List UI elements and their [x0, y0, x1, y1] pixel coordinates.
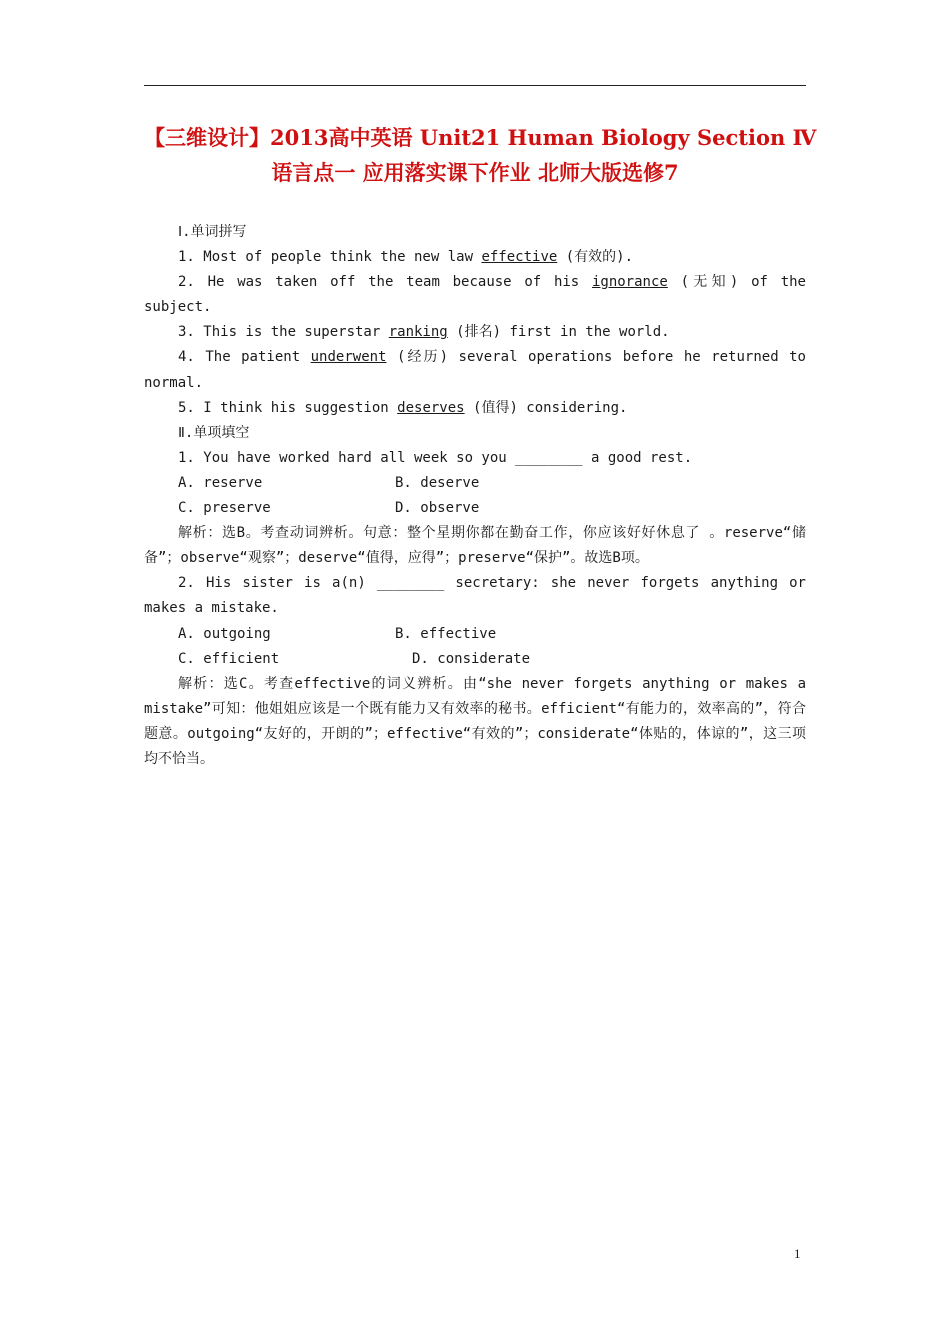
question-stem: 1. You have worked hard all week so you ________ a good rest.: [178, 449, 693, 466]
question-stem: 2. His sister is a(n) ________ secretary: she never forgets anything or makes a mistake.: [144, 575, 806, 617]
page-number: 1: [794, 1246, 801, 1261]
option-d: D. observe: [395, 500, 480, 517]
vocab-item: 4. The patient underwent (经历) several operations before he returned to normal.: [144, 349, 806, 391]
answer-analysis: 解析：选C。考查effective的词义辨析。由“she never forgets anything or makes a mistake”可知：他姐姐应该是一个既有能力又有效率的秘书。efficient“有能力的，效率高的”，符合题意。outgoing“友好的，开朗的”；effective“有效的”；considerate“体贴的，体谅的”，这三项均不恰当。: [144, 675, 806, 767]
vocab-item: 2. He was taken off the team because of his ignorance (无知) of the subject.: [144, 274, 806, 316]
vocab-item: 1. Most of people think the new law effective (有效的).: [178, 249, 634, 266]
option-c: C. efficient: [178, 650, 280, 667]
options-row: [144, 496, 806, 521]
option-a: A. reserve: [178, 474, 263, 491]
vocab-answer: underwent: [310, 349, 387, 366]
section1-heading: Ⅰ.单词拼写: [178, 224, 247, 240]
option-c: C. preserve: [178, 500, 271, 517]
vocab-answer: effective: [481, 249, 558, 266]
option-b: B. deserve: [395, 474, 480, 491]
option-b: B. effective: [395, 625, 497, 642]
options-row: [144, 471, 806, 496]
document-title-line2: 语言点一 应用落实课下作业 北师大版选修7: [271, 160, 679, 185]
options-row: [144, 647, 806, 672]
option-a: A. outgoing: [178, 625, 271, 642]
vocab-answer: deserves: [397, 399, 465, 416]
vocab-item: 5. I think his suggestion deserves (值得) considering.: [178, 399, 628, 416]
vocab-answer: ignorance: [591, 274, 668, 291]
vocab-item: 3. This is the superstar ranking (排名) first in the world.: [178, 324, 670, 341]
document-body: [144, 220, 806, 772]
option-d: D. considerate: [412, 650, 531, 667]
header-rule: [144, 85, 806, 86]
section2-heading: Ⅱ.单项填空: [178, 424, 250, 441]
document-title-line1: 【三维设计】2013高中英语 Unit21 Human Biology Section Ⅳ: [144, 125, 817, 150]
options-row: [144, 622, 806, 647]
answer-analysis: 解析：选B。考查动词辨析。句意：整个星期你都在勤奋工作，你应该好好休息了 。reserve“储备”；observe“观察”；deserve“值得，应得”；preserve“保护”。故选B项。: [144, 525, 806, 567]
vocab-answer: ranking: [388, 324, 448, 341]
